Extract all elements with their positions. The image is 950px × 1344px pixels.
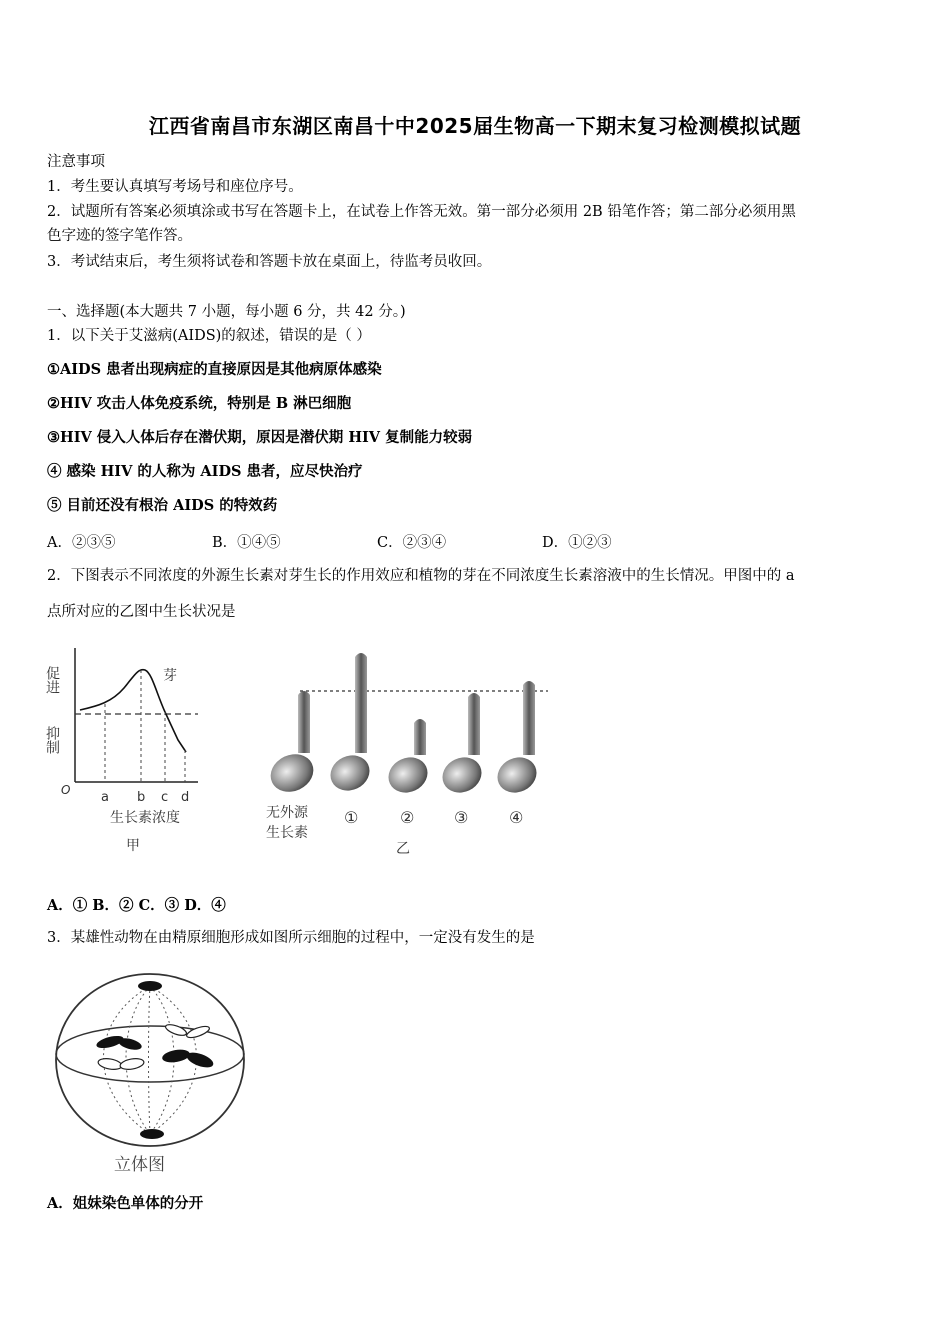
centrosome-top [138, 981, 162, 991]
q2-figure-jia [44, 640, 213, 860]
chromosome-black-1 [95, 1034, 143, 1052]
yi-label-control-2: 生长素 [266, 825, 308, 841]
notice-item-3: 3．考试结束后，考生须将试卷和答题卡放在桌面上，待监考员收回。 [47, 254, 492, 270]
yi-seedling-control [264, 691, 319, 799]
jia-y-bottom-label: 抑制 [44, 726, 60, 754]
equatorial-plate [56, 1026, 244, 1082]
page-title: 江西省南昌市东湖区南昌十中2025届生物高一下期末复习检测模拟试题 [148, 114, 802, 138]
q2-options[interactable]: A．① B．② C．③ D．④ [47, 897, 226, 914]
q3-figure-cell [48, 972, 253, 1182]
chromosome-white-1 [164, 1022, 210, 1039]
section-heading: 一、选择题(本大题共 7 小题，每小题 6 分，共 42 分。) [47, 304, 406, 320]
jia-tick-b: b [137, 790, 146, 805]
q1-option-d[interactable]: D．①②③ [542, 535, 612, 551]
jia-tick-d: d [181, 790, 190, 805]
notice-item-2: 2．试题所有答案必须填涂或书写在答题卡上，在试卷上作答无效。第一部分必须用 2B 铅笔作答；第二部分必须用黑 [47, 204, 796, 220]
q1-option-c[interactable]: C．②③④ [377, 535, 447, 551]
yi-label-2: ② [400, 808, 415, 827]
jia-x-label: 生长素浓度 [110, 810, 180, 826]
yi-label-3: ③ [454, 808, 469, 827]
q1-stem: 1．以下关于艾滋病(AIDS)的叙述，错误的是（ ） [47, 328, 371, 344]
jia-y-top-label: 促进 [44, 666, 60, 694]
q2-stem-line1: 2．下图表示不同浓度的外源生长素对芽生长的作用效应和植物的芽在不同浓度生长素溶液中的生长情况。甲图中的 a [47, 568, 795, 584]
fig-caption: 立体图 [114, 1155, 165, 1175]
jia-tick-c: c [161, 790, 169, 805]
cell-outline [56, 974, 244, 1146]
q3-option-a[interactable]: A．姐妹染色单体的分开 [47, 1195, 204, 1212]
q1-statement-3: ③HIV 侵入人体后存在潜伏期，原因是潜伏期 HIV 复制能力较弱 [47, 429, 473, 446]
jia-tick-a: a [101, 790, 109, 805]
jia-caption: 甲 [126, 838, 140, 854]
q2-figure-yi [258, 645, 558, 860]
q1-statement-4: ④ 感染 HIV 的人称为 AIDS 患者，应尽快治疗 [47, 463, 363, 480]
notice-item-2-cont: 色字迹的签字笔作答。 [47, 228, 192, 244]
q3-stem: 3．某雄性动物在由精原细胞形成如图所示细胞的过程中，一定没有发生的是 [47, 930, 535, 946]
yi-caption: 乙 [396, 841, 410, 857]
q1-statement-2: ②HIV 攻击人体免疫系统，特别是 B 淋巴细胞 [47, 395, 352, 412]
yi-label-4: ④ [509, 808, 524, 827]
yi-seedling-2 [383, 719, 434, 799]
q1-option-b[interactable]: B．①④⑤ [212, 535, 281, 551]
yi-label-1: ① [344, 808, 359, 827]
notice-heading: 注意事项 [47, 154, 105, 170]
jia-curve-label: 芽 [163, 668, 177, 684]
q1-statement-1: ①AIDS 患者出现病症的直接原因是其他病原体感染 [47, 361, 382, 378]
q1-option-a[interactable]: A．②③⑤ [47, 535, 116, 551]
yi-label-control-1: 无外源 [266, 805, 308, 821]
yi-seedling-4 [492, 681, 543, 799]
q2-stem-line2: 点所对应的乙图中生长状况是 [47, 604, 236, 620]
jia-origin-label: O [61, 783, 71, 797]
notice-item-1: 1．考生要认真填写考场号和座位序号。 [47, 179, 303, 195]
q1-statement-5: ⑤ 目前还没有根治 AIDS 的特效药 [47, 497, 278, 514]
yi-seedling-3 [437, 693, 488, 799]
centrosome-bottom [140, 1129, 164, 1139]
yi-seedling-1 [325, 653, 376, 797]
chromosome-black-2 [161, 1048, 215, 1071]
